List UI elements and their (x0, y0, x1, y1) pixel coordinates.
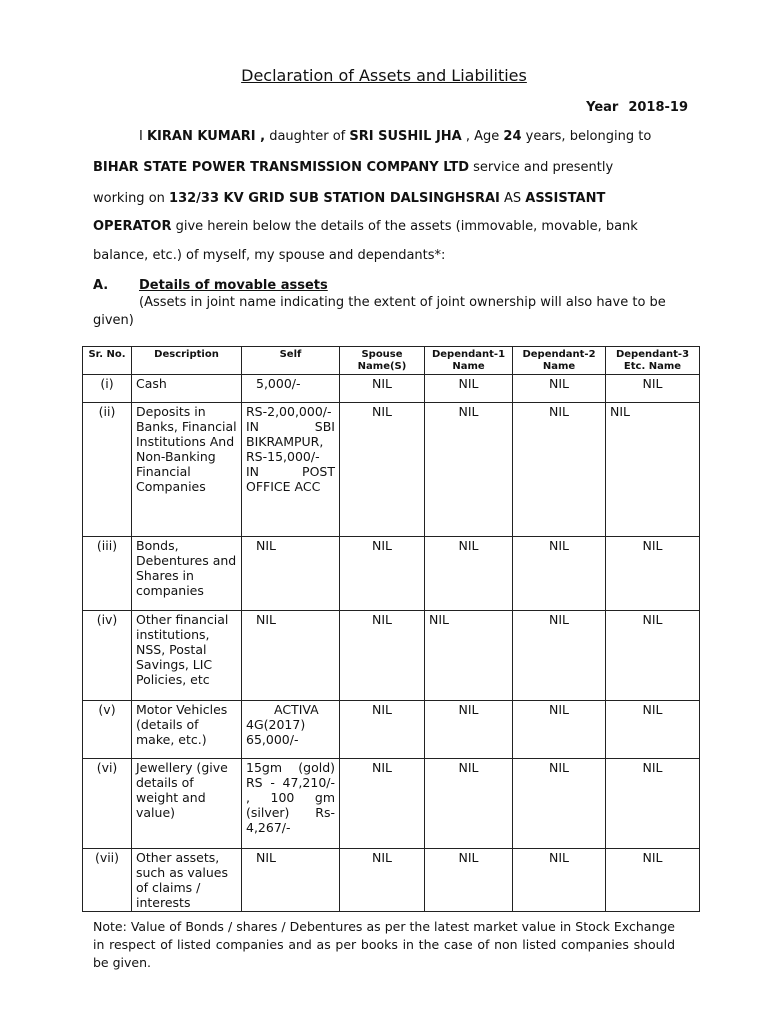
table-row (83, 537, 700, 611)
cell-self: 5,000/- (242, 375, 340, 403)
cell-d2: NIL (513, 611, 606, 701)
table-row (83, 849, 700, 912)
cell-desc: Jewellery (give details of weight and value) (132, 759, 242, 849)
header-self: Self (242, 347, 340, 375)
cell-self: ACTIVA 4G(2017) 65,000/- (242, 701, 340, 759)
father-name: SRI SUSHIL JHA (349, 129, 462, 144)
cell-d3: NIL (606, 375, 700, 403)
cell-desc: Motor Vehicles (details of make, etc.) (132, 701, 242, 759)
movable-assets-table (82, 346, 700, 912)
cell-sr: (v) (83, 701, 132, 759)
section-a-subtitle: (Assets in joint name indicating the extent of joint ownership will also have to be given) (93, 295, 666, 328)
intro-text: AS (499, 191, 526, 206)
cell-d2: NIL (513, 849, 606, 912)
header-sr-no: Sr. No. (83, 347, 132, 375)
cell-self: NIL (242, 849, 340, 912)
cell-spouse: NIL (340, 759, 425, 849)
intro-line-2 (93, 153, 683, 183)
cell-desc: Other assets, such as values of claims / interests (132, 849, 242, 912)
cell-desc: Cash (132, 375, 242, 403)
cell-d2: NIL (513, 403, 606, 537)
table-row (83, 611, 700, 701)
cell-sr: (vi) (83, 759, 132, 849)
cell-spouse: NIL (340, 375, 425, 403)
section-a-heading (93, 278, 328, 293)
section-label: A. (93, 278, 109, 293)
cell-sr: (ii) (83, 403, 132, 537)
intro-text: service and presently (469, 160, 614, 175)
cell-self: NIL (242, 537, 340, 611)
cell-sr: (vii) (83, 849, 132, 912)
valuation-note: Note: Value of Bonds / shares / Debentures as per the latest market value in Stock Exchange in respect of listed companies and as per books in the case of non listed companies should be given. (93, 919, 675, 970)
section-title: Details of movable assets (139, 278, 328, 293)
cell-desc: Other financial institutions, NSS, Postal Savings, LIC Policies, etc (132, 611, 242, 701)
cell-d2: NIL (513, 759, 606, 849)
cell-d1: NIL (425, 537, 513, 611)
cell-d3: NIL (606, 403, 700, 537)
cell-sr: (i) (83, 375, 132, 403)
cell-d3: NIL (606, 849, 700, 912)
cell-self: 15gm (gold) RS - 47,210/- , 100 gm (silver) Rs-4,267/- (242, 759, 340, 849)
header-dependant-3: Dependant-3 Etc. Name (606, 347, 700, 375)
table-row (83, 403, 700, 537)
cell-desc: Deposits in Banks, Financial Institutions And Non-Banking Financial Companies (132, 403, 242, 537)
cell-spouse: NIL (340, 849, 425, 912)
cell-sr: (iii) (83, 537, 132, 611)
age-value: 24 (503, 129, 522, 144)
station-name: 132/33 KV GRID SUB STATION DALSINGHSRAI (169, 191, 500, 206)
year-value: 2018-19 (628, 100, 688, 115)
year-line (586, 100, 688, 115)
header-dependant-1: Dependant-1 Name (425, 347, 513, 375)
intro-line-4 (93, 212, 683, 242)
intro-line-5: balance, etc.) of myself, my spouse and dependants*: (93, 248, 446, 263)
table-row (83, 759, 700, 849)
company-name: BIHAR STATE POWER TRANSMISSION COMPANY LTD (93, 160, 470, 175)
cell-d1: NIL (425, 611, 513, 701)
intro-line-3 (93, 184, 683, 214)
cell-d3: NIL (606, 611, 700, 701)
cell-spouse: NIL (340, 403, 425, 537)
intro-line-1 (93, 122, 683, 152)
intro-text: , Age (461, 129, 504, 144)
cell-d3: NIL (606, 701, 700, 759)
cell-d1: NIL (425, 375, 513, 403)
intro-text: daughter of (265, 129, 350, 144)
cell-d1: NIL (425, 849, 513, 912)
cell-d3: NIL (606, 759, 700, 849)
cell-sr: (iv) (83, 611, 132, 701)
header-spouse: Spouse Name(S) (340, 347, 425, 375)
cell-d1: NIL (425, 759, 513, 849)
cell-d3: NIL (606, 537, 700, 611)
intro-text: years, belonging to (521, 129, 652, 144)
cell-d1: NIL (425, 701, 513, 759)
table-row (83, 701, 700, 759)
cell-desc: Bonds, Debentures and Shares in companies (132, 537, 242, 611)
cell-d1: NIL (425, 403, 513, 537)
cell-self: NIL (242, 611, 340, 701)
table-row (83, 375, 700, 403)
cell-spouse: NIL (340, 701, 425, 759)
declarant-name: KIRAN KUMARI , (146, 129, 266, 144)
cell-d2: NIL (513, 701, 606, 759)
cell-spouse: NIL (340, 537, 425, 611)
intro-text: I (139, 129, 147, 144)
post-name-part-b: OPERATOR (93, 219, 172, 234)
intro-text: give herein below the details of the assets (immovable, movable, bank (171, 219, 638, 234)
table-header-row (83, 347, 700, 375)
intro-text: working on (93, 191, 170, 206)
post-name-part-a: ASSISTANT (525, 191, 606, 206)
document-title: Declaration of Assets and Liabilities (241, 66, 527, 85)
header-dependant-2: Dependant-2 Name (513, 347, 606, 375)
header-description: Description (132, 347, 242, 375)
year-label: Year (586, 100, 619, 115)
cell-spouse: NIL (340, 611, 425, 701)
cell-d2: NIL (513, 375, 606, 403)
cell-self: RS-2,00,000/- IN SBI BIKRAMPUR, RS-15,000/- IN POST OFFICE ACC (242, 403, 340, 537)
cell-d2: NIL (513, 537, 606, 611)
